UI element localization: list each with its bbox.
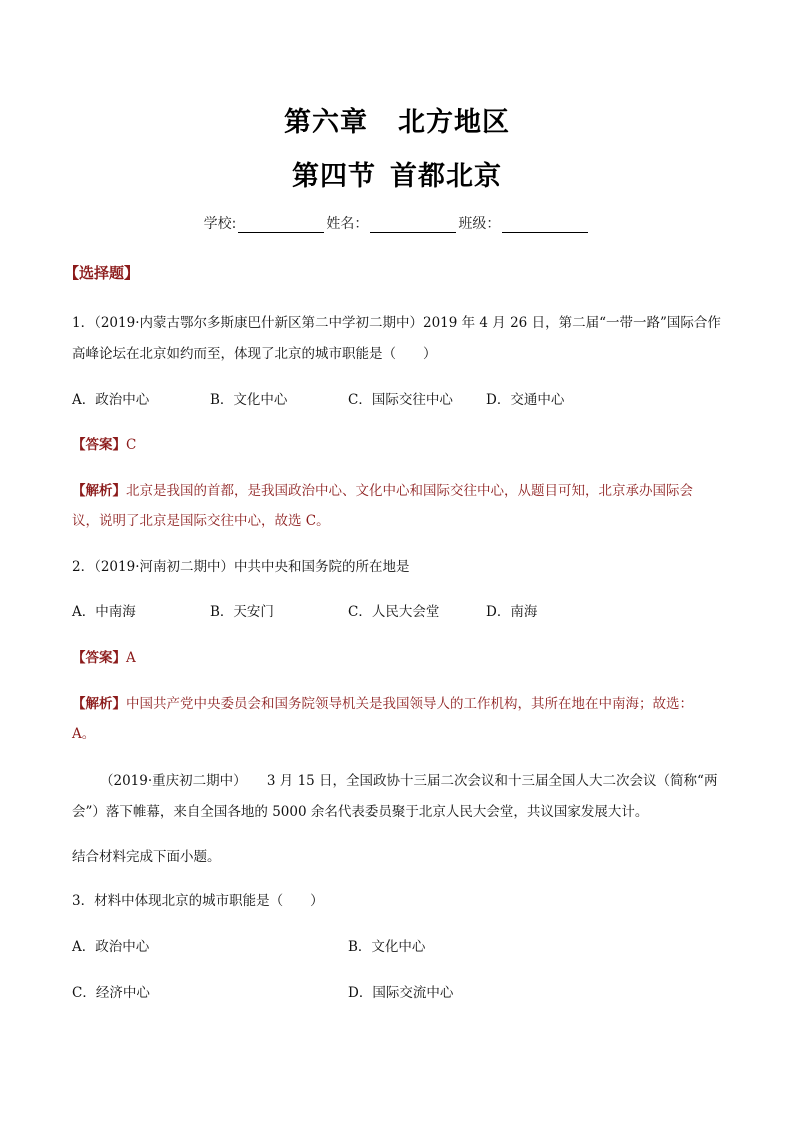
q2-stem-line1: 2．（2019·河南初二期中）中共中央和国务院的所在地是 (72, 559, 410, 575)
q2-analysis-line1 (72, 694, 732, 714)
q1-analysis-line1 (72, 481, 732, 501)
q1-answer (72, 435, 732, 455)
q2-answer-label: 【答案】 (72, 650, 126, 666)
q3-option-d: D．国际交流中心 (348, 985, 454, 1001)
q1-stem-line1: 1．（2019·内蒙古鄂尔多斯康巴什新区第二中学初二期中）2019 年 4 月 26 日，第二届“一带一路”国际合作 (72, 315, 721, 331)
material-line2: 会”）落下帷幕，来自全国各地的 5000 余名代表委员聚于北京人民大会堂，共议国家发展大计。 (72, 804, 649, 820)
name-label: 姓名： (326, 216, 369, 232)
q2-option-c: C．人民大会堂 (348, 604, 440, 620)
school-blank (238, 218, 324, 233)
q1-option-d: D．交通中心 (486, 392, 565, 408)
q3-option-a: A．政治中心 (72, 939, 150, 955)
q1-option-c: C．国际交往中心 (348, 392, 453, 408)
chapter-title (0, 100, 794, 139)
q1-analysis-text1: 北京是我国的首都，是我国政治中心、文化中心和国际交往中心，从题目可知，北京承办国际会 (126, 483, 693, 499)
section-name: 首都北京 (390, 161, 502, 192)
q2-option-d: D．南海 (486, 604, 538, 620)
q1-answer-label: 【答案】 (72, 437, 126, 453)
class-label: 班级： (458, 216, 501, 232)
material-line1: （2019·重庆初二期中） 3 月 15 日，全国政协十三届二次会议和十三届全国人大二次会议（简称“两 (100, 773, 718, 789)
name-blank (370, 218, 456, 233)
chapter-number: 第六章 (284, 107, 368, 138)
school-label: 学校: (203, 216, 237, 232)
section-title (0, 154, 794, 193)
q1-analysis-line2: 议，说明了北京是国际交往中心，故选 C。 (72, 513, 330, 529)
q2-answer (72, 648, 732, 668)
q3-option-b: B．文化中心 (348, 939, 426, 955)
q2-option-b: B．天安门 (210, 604, 274, 620)
class-blank (502, 218, 588, 233)
q2-analysis-label: 【解析】 (72, 696, 126, 712)
q1-option-a: A．政治中心 (72, 392, 150, 408)
section-heading: 【选择题】 (64, 264, 140, 282)
material-instruction: 结合材料完成下面小题。 (72, 849, 221, 865)
q2-answer-value: A (126, 650, 136, 666)
q2-analysis-line2: A。 (72, 726, 96, 742)
q3-stem-line1: 3．材料中体现北京的城市职能是（ ） (72, 893, 324, 909)
q2-analysis-text1: 中国共产党中央委员会和国务院领导机关是我国领导人的工作机构，其所在地在中南海；故选： (126, 696, 693, 712)
q2-option-a: A．中南海 (72, 604, 136, 620)
q1-stem-line2: 高峰论坛在北京如约而至，体现了北京的城市职能是（ ） (72, 346, 437, 362)
q1-analysis-label: 【解析】 (72, 483, 126, 499)
q3-option-c: C．经济中心 (72, 985, 150, 1001)
student-info-line (0, 213, 794, 233)
section-number: 第四节 (292, 161, 376, 192)
chapter-name: 北方地区 (398, 107, 510, 138)
q1-answer-value: C (126, 437, 137, 453)
q1-option-b: B．文化中心 (210, 392, 288, 408)
